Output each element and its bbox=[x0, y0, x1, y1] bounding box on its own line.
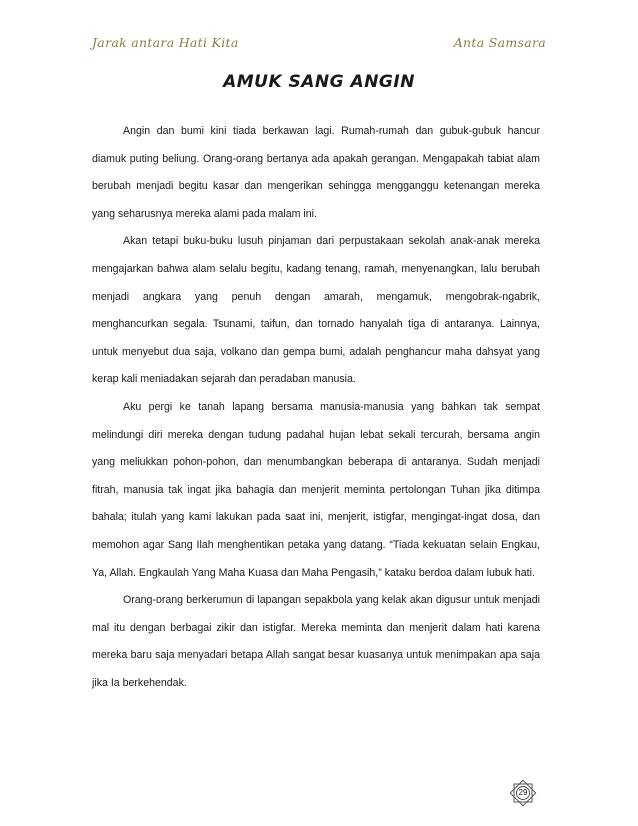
paragraph: Akan tetapi buku-buku lusuh pinjaman dari perpustakaan sekolah anak-anak mereka mengajarkan bahwa alam selalu begitu, kadang tenang, ramah, menyenangkan, lalu berubah menjadi angkara yang penuh dengan amarah, mengamuk, mengobrak-ngabrik, menghancurkan segala. Tsunami, taifun, dan tornado hanyalah tiga di antaranya. Lainnya, untuk menyebut dua saja, volkano dan gempa bumi, adalah penghancur maha dahsyat yang kerap kali meniadakan sejarah dan peradaban manusia. bbox=[92, 235, 540, 386]
paragraph: Aku pergi ke tanah lapang bersama manusia-manusia yang bahkan tak sempat melindungi diri mereka dengan tudung padahal hujan lebat sekali tercurah, bersama angin yang meliukkan pohon-pohon, dan menumbangkan beberapa di antaranya. Sudah menjadi fitrah, manusia tak ingat jika bahagia dan menjerit meminta pertolongan Tuhan jika ditimpa bahala; itulah yang kami lakukan pada saat ini, menjerit, istigfar, mengingat-ingat dosa, dan memohon agar Sang Ilah menghentikan petaka yang datang. “Tiada kekuatan selain Engkau, Ya, Allah. Engkaulah Yang Maha Kuasa dan Maha Pengasih,” kataku berdoa dalam lubuk hati. bbox=[92, 400, 540, 579]
running-header bbox=[92, 35, 546, 53]
header-book-title: Jarak antara Hati Kita bbox=[92, 35, 239, 50]
page-number: 29 bbox=[518, 788, 528, 797]
body-text bbox=[92, 118, 540, 697]
paragraph: Angin dan bumi kini tiada berkawan lagi. Rumah-rumah dan gubuk-gubuk hancur diamuk puting beliung. Orang-orang bertanya ada apakah gerangan. Mengapakah tabiat alam berubah menjadi begitu kasar dan mengerikan sehingga mengganggu ketenangan mereka yang seharusnya mereka alami pada malam ini. bbox=[92, 125, 540, 220]
header-author: Anta Samsara bbox=[453, 35, 546, 50]
page-number-badge bbox=[508, 778, 538, 808]
chapter-title: AMUK SANG ANGIN bbox=[223, 72, 415, 92]
paragraph: Orang-orang berkerumun di lapangan sepakbola yang kelak akan digusur untuk menjadi mal itu dengan berbagai zikir dan istigfar. Mereka meminta dan menjerit dalam hati karena mereka baru saja menyadari betapa Allah sangat besar kuasanya untuk menimpakan apa saja jika Ia berkehendak. bbox=[92, 594, 540, 689]
